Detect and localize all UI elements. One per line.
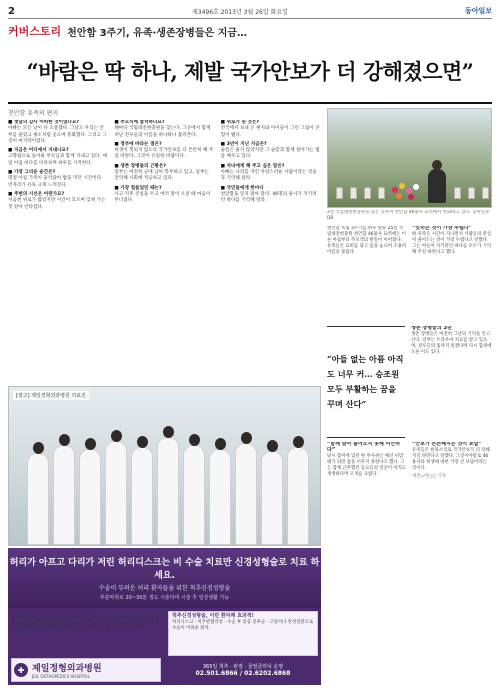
article-subhead: “함께 살아 돌아오지 못해 미안하다” bbox=[327, 442, 401, 453]
gravestone bbox=[482, 187, 489, 199]
gravestone bbox=[378, 187, 385, 199]
article-body: 유족들은 한목소리로 국가안보가 더 강해지길 바란다고 말했다. 그것이야말로 46용사의 희생에 대한 가장 큰 보답이라는 것이다. bbox=[412, 447, 490, 471]
ad-subheadline: 수술이 두려운 허리 환자들을 위한 척추신경성형술 bbox=[98, 585, 231, 592]
qa-answer: 희생이 헛되지 않도록 국가안보를 더 튼튼히 해 주길 바란다. 그것이 유일한 바람이다. bbox=[114, 148, 214, 160]
article-col-2 bbox=[412, 226, 492, 322]
staff-figure bbox=[27, 453, 49, 545]
header-rule bbox=[8, 18, 492, 19]
photo-sign: [광고] 제일정형외과병원 의료진 bbox=[13, 391, 89, 400]
left-column bbox=[8, 108, 321, 685]
qa-answer: 아빠는 나라를 지킨 자랑스러운 사람이라는 것을 꼭 기억해 달라. bbox=[220, 170, 317, 182]
photo-caption: 2일 국립대전현충원을 찾은 유족이 천안함 46용사 묘역에서 헌화하고 있다. 동아일보DB bbox=[327, 210, 490, 221]
qa-answer: 해마다 국립대전현충원을 찾는다. 그곳에서 함께 떠난 전우들의 이름을 하나하나 불러본다. bbox=[114, 126, 211, 138]
qa-answer: 사고 직후 진실을 두고 여러 말이 오갈 때 마음이 무너졌다. bbox=[114, 191, 211, 204]
qa-answer: 슬픔은 줄지 않았지만 그 슬픔과 함께 살아가는 법을 배우고 있다. bbox=[220, 148, 320, 160]
mourner-figure bbox=[428, 169, 446, 203]
qa-answer: 처음엔 위로가 많았지만 시간이 흐르며 잊혀 가는 것 같아 안타깝다. bbox=[8, 198, 106, 210]
qa-question: ■ 국민들에게 한마디 bbox=[220, 185, 264, 191]
hospital-ad bbox=[8, 548, 321, 685]
staff-figure bbox=[79, 449, 101, 545]
article-middle bbox=[411, 326, 492, 438]
staff-figure bbox=[105, 441, 127, 545]
staff-figure bbox=[53, 445, 75, 545]
qa-column-1 bbox=[8, 120, 108, 382]
article-col-1 bbox=[327, 442, 407, 685]
article-col-2 bbox=[412, 442, 492, 685]
main-headline: “바람은 딱 하나, 제발 국가안보가 더 강해졌으면” bbox=[26, 59, 474, 84]
staff-figure bbox=[287, 447, 309, 545]
qa-column-3 bbox=[221, 120, 321, 382]
byline: 대전=이○○ 기자 bbox=[412, 473, 446, 479]
ad-center-body: 허리디스크 · 척추관협착증 · 수술 후 통증 증후군 · 고령이나 만성질환으로 수술이 어려운 환자 bbox=[172, 619, 314, 631]
ad-banner bbox=[8, 548, 321, 608]
staff-figure bbox=[157, 437, 179, 545]
qa-answer: 명절 아침 가족이 둘러앉아 밥을 먹던 시간이다. 빈자리가 유독 크게 느껴진다. bbox=[8, 176, 103, 188]
qa-answer: 고향집으로 돌아와 부모님과 함께 지내고 있다. 매일 아침 바다를 바라보며 하루를 시작한다. bbox=[8, 154, 107, 166]
article-subhead: 생존 장병들의 3년 bbox=[411, 326, 452, 331]
staff-figure bbox=[209, 449, 231, 545]
pull-quote: “아들 없는 아픔 아직도 너무 커… 승조원 모두 부활하는 꿈을 꾸며 산다” bbox=[327, 326, 405, 438]
qa-answer: 천안함을 잊지 말아 달라. 46명의 용사가 지키려던 바다를 기억해 달라. bbox=[220, 191, 317, 204]
section-heading bbox=[8, 22, 247, 40]
qa-question: ■ 3년이 지난 지금은? bbox=[220, 141, 267, 147]
headline-rule bbox=[8, 102, 492, 104]
ad-phone-block bbox=[168, 658, 318, 682]
paper-logo: 동아일보 bbox=[464, 7, 492, 15]
article-subhead: “안보가 튼튼해지는 것이 보답” bbox=[412, 442, 482, 447]
qa-question: ■ 첫날의 감사 어떠한 것이었나요? bbox=[8, 120, 80, 125]
article-body: 한 유족은 시간이 지나면서 사람들의 관심이 줄어드는 것이 가장 두렵다고 말했다. 그는 아들이 지키려던 바다를 모두가 기억해 주길 바란다고 했다. bbox=[412, 231, 492, 255]
article-body: 생존 장병들은 여전히 그날의 기억을 안고 산다. 일부는 트라우마 치료를 받고 있으며, 전우들의 몫까지 살겠다며 다시 함정에 오른 이도 있다. bbox=[411, 331, 492, 355]
qa-question: ■ 지금은 어디에서 지내나요? bbox=[8, 148, 69, 154]
issue-info: 제3496호 2013년 3월 26일 화요일 bbox=[191, 8, 288, 16]
gravestone bbox=[350, 187, 357, 199]
staff-figure bbox=[261, 451, 283, 545]
qa-question: ■ 정부에 바라는 점은? bbox=[114, 141, 162, 147]
hospital-logo-icon: ✚ bbox=[14, 663, 28, 677]
staff-figure bbox=[183, 445, 205, 545]
hospital-name: 제일정형외과병원 bbox=[32, 664, 102, 674]
cemetery-photo bbox=[327, 108, 492, 208]
qa-question: ■ 가장 힘들었던 때는? bbox=[114, 185, 162, 191]
article-body: 당시 함미에 있던 한 부사관은 매년 이맘때가 되면 잠을 이루지 못한다고 했다. 그는 함께 근무했던 동료들의 얼굴이 아직도 생생하다며 고개를 숙였다. bbox=[327, 453, 407, 477]
gravestone bbox=[336, 187, 343, 199]
ad-phone-label: 365일 척추 · 관절 · 골절클리닉 운영 bbox=[202, 664, 284, 670]
qa-question: ■ 위로가 된 것은? bbox=[220, 120, 260, 125]
ad-headline: 허리가 아프고 다리가 저린 허리디스크는 비 수술 치료만 신경성형술로 치료 하세요. bbox=[9, 558, 320, 581]
ad-hospital-block bbox=[11, 658, 161, 682]
qa-question: ■ 가장 그리운 순간은? bbox=[8, 170, 56, 176]
article-subhead: “잊히는 것이 가장 두렵다” bbox=[412, 226, 473, 231]
right-column bbox=[327, 108, 492, 685]
staff-photo bbox=[8, 386, 321, 546]
hospital-name-en: JEIL ORTHOPEDICS HOSPITAL bbox=[32, 674, 90, 679]
gravestone bbox=[468, 187, 475, 199]
staff-figure bbox=[131, 447, 153, 545]
ad-left-body: 척추신경성형술은 허리 통증의 원인이 되는 부위에 가느다란 관을 넣어 약물을 주입해 염증과 유착을 없애는 치료법이다. 절개가 없어 회복이 빠르다. bbox=[11, 616, 160, 628]
flowers bbox=[390, 183, 424, 201]
qa-answer: 일부는 여전히 군에 남아 복무하고 있고, 일부는 전역해 사회에 적응하고 있다. bbox=[114, 170, 209, 182]
ad-tagline: 부분마취로 20~30분 정도 시술하며 시술 후 일상생활 가능 bbox=[99, 595, 230, 601]
gravestone bbox=[454, 187, 461, 199]
page-number: 2 bbox=[8, 5, 15, 17]
ad-center-box bbox=[168, 611, 318, 656]
qa-question: ■ 생존 장병들의 근황은? bbox=[114, 163, 167, 169]
page-header bbox=[8, 4, 492, 18]
qa-answer: 전국에서 보내 온 편지와 아이들이 그린 그림이 큰 힘이 됐다. bbox=[220, 126, 320, 138]
staff-figure bbox=[235, 443, 257, 545]
qa-grid bbox=[8, 120, 321, 382]
ad-left-title: 척추질환도 수술만이 해결책일 아니다 bbox=[11, 611, 94, 616]
ad-center-title: 척추신경성형술, 이런 환자께 효과적! bbox=[172, 613, 254, 619]
qa-question: ■ 자녀에게 해 주고 싶은 말은? bbox=[220, 163, 285, 169]
qa-column-2 bbox=[114, 120, 214, 382]
article-col-1: 천안함 폭침 3주기를 하루 앞둔 25일 국립대전현충원 천안함 46용사 묘역에는 이른 아침부터 추모객의 발길이 이어졌다. 유족들은 묘비를 닦고 꽃을 놓으며 조용히 이름을 불렀다. bbox=[327, 226, 407, 255]
qa-question: ■ 추모식에 참석하나요? bbox=[114, 120, 165, 125]
qa-title: 천안함 유족의 편지 bbox=[8, 110, 59, 117]
article-bottom bbox=[327, 442, 492, 685]
gravestone bbox=[364, 187, 371, 199]
article-top bbox=[327, 226, 492, 322]
ad-phone-number: 02.501.6866 / 02.6202.6868 bbox=[195, 670, 291, 677]
qa-question: ■ 주변의 시선은 어떤가요? bbox=[8, 191, 65, 197]
qa-answer: 아빠는 모든 날이 다 소중했다. 그날도 우리는 안부를 물었고 평소처럼 웃으며 통화했다. 그리고 그것이 마지막이었다. bbox=[8, 126, 107, 144]
ad-left-text bbox=[11, 611, 163, 656]
section-label: 커버스토리 bbox=[8, 25, 62, 38]
section-headline: 천안함 3주기, 유족·생존장병들은 지금… bbox=[67, 27, 248, 39]
